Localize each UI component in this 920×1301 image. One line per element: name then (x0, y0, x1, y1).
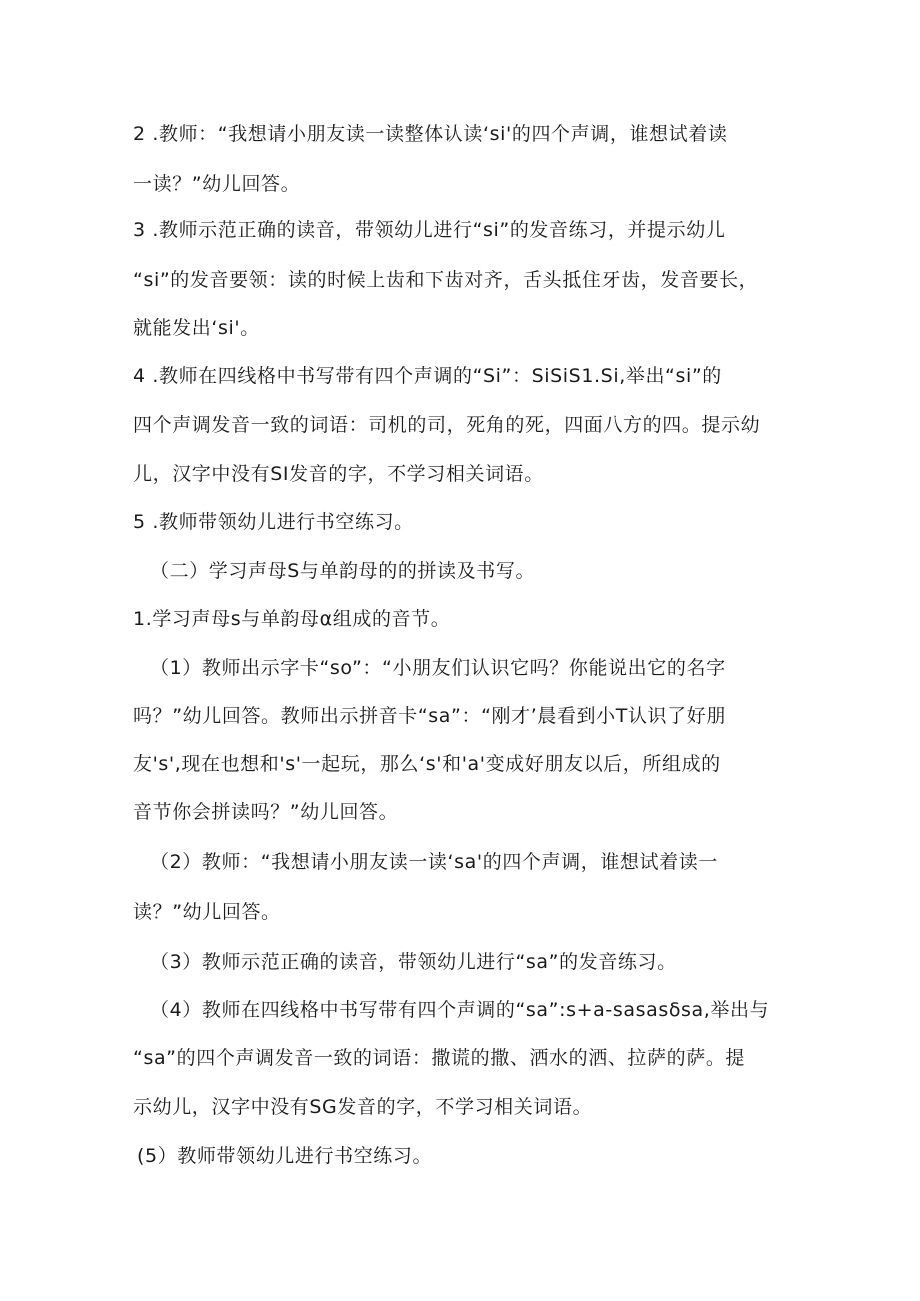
text-line: (5）教师带领幼儿进行书空练习。 (137, 1145, 433, 1167)
text-line: 读？”幼儿回答。 (133, 901, 281, 923)
text-line: 音节你会拼读吗？”幼儿回答。 (133, 801, 399, 823)
text-line: 就能发出‘si'。 (133, 317, 260, 339)
text-line: 4 .教师在四线格中书写带有四个声调的“Si”：SiSiS1.Si,举出“si”的 (133, 365, 722, 387)
text-line: 3 .教师示范正确的读音，带领幼儿进行“si”的发音练习，并提示幼儿 (133, 219, 726, 241)
text-line: “si”的发音要领：读的时候上齿和下齿对齐，舌头抵住牙齿，发音要长， (133, 269, 759, 291)
text-line: 2 .教师：“我想请小朋友读一读整体认读‘si'的四个声调，谁想试着读 (133, 123, 728, 145)
text-line: 1.学习声母s与单韵母α组成的音节。 (133, 608, 451, 630)
text-line: （2）教师：“我想请小朋友读一读‘sa'的四个声调，谁想试着读一 (150, 851, 718, 873)
section-heading: （二）学习声母S与单韵母的的拼读及书写。 (150, 560, 536, 582)
text-line: （4）教师在四线格中书写带有四个声调的“sa”:s+a-sasasδsa,举出与 (150, 999, 770, 1021)
text-line: （1）教师出示字卡“so”：“小朋友们认识它吗？你能说出它的名字 (150, 657, 726, 679)
text-line: 儿，汉字中没有SI发音的字，不学习相关词语。 (133, 463, 544, 485)
text-line: 吗？”幼儿回答。教师出示拼音卡“sa”：“刚才’晨看到小T认识了好朋 (133, 705, 726, 727)
text-line: （3）教师示范正确的读音，带领幼儿进行“sa”的发音练习。 (150, 951, 677, 973)
text-line: 四个声调发音一致的词语：司机的司，死角的死，四面八方的四。提示幼 (133, 414, 761, 436)
text-line: 5 .教师带领幼儿进行书空练习。 (133, 511, 414, 533)
text-line: 友's',现在也想和's'一起玩，那么‘s'和'a'变成好朋友以后，所组成的 (133, 753, 721, 775)
text-line: “sa”的四个声调发音一致的词语：撒谎的撒、洒水的洒、拉萨的萨。提 (133, 1047, 746, 1069)
text-line: 示幼儿，汉字中没有SG发音的字，不学习相关词语。 (133, 1096, 593, 1118)
text-line: 一读？”幼儿回答。 (133, 173, 301, 195)
